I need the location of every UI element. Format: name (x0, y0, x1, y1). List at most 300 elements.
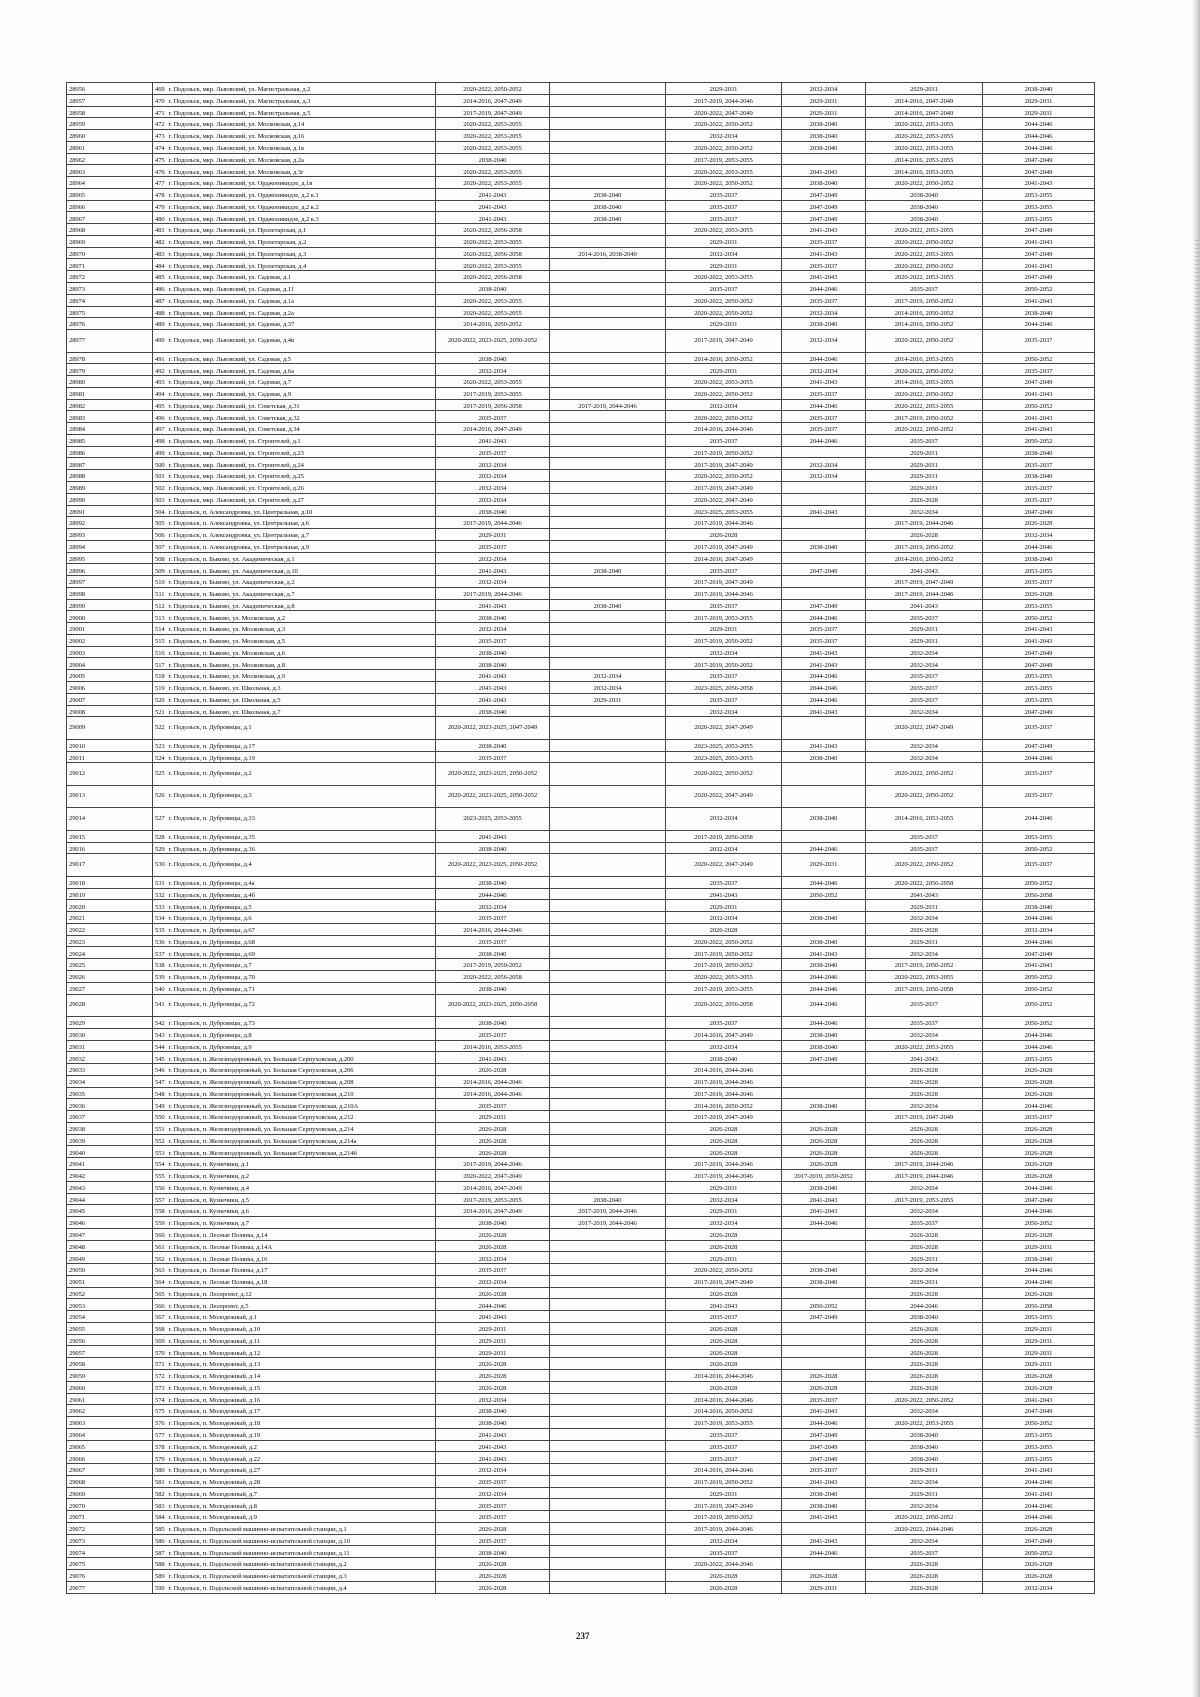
cell-address: г. Подольск, п. Подольской машинно-испытательной станции, д.10 (167, 1534, 436, 1546)
cell-period-5: 2014-2016, 2050-2052 (866, 318, 983, 330)
cell-period-1: 2020-2022, 2056-2058 (436, 971, 550, 983)
cell-period-5: 2020-2022, 2050-2052 (866, 1511, 983, 1523)
cell-period-1: 2038-2040 (436, 283, 550, 295)
cell-period-4: 2038-2040 (782, 935, 866, 947)
cell-address: г. Подольск, п. Молодежный, д.12 (167, 1346, 436, 1358)
cell-no: 534 (153, 912, 167, 924)
cell-period-2 (550, 1581, 666, 1593)
cell-period-3: 2032-2034 (666, 912, 782, 924)
table-row (67, 1111, 1095, 1123)
cell-no: 511 (153, 587, 167, 599)
cell-period-4: 2041-2043 (782, 658, 866, 670)
cell-period-6: 2026-2028 (983, 1228, 1095, 1240)
table-row (67, 830, 1095, 842)
cell-period-4 (782, 1252, 866, 1264)
cell-id: 28967 (67, 212, 153, 224)
cell-period-5: 2032-2034 (866, 1099, 983, 1111)
cell-period-2 (550, 611, 666, 623)
cell-period-5: 2020-2022, 2053-2055 (866, 399, 983, 411)
cell-period-3: 2017-2019, 2047-2049 (666, 1111, 782, 1123)
cell-period-6: 2035-2037 (983, 763, 1095, 786)
table-row (67, 1381, 1095, 1393)
cell-id: 29010 (67, 739, 153, 751)
cell-address: г. Подольск, п. Молодежный, д.8 (167, 1499, 436, 1511)
cell-no: 543 (153, 1028, 167, 1040)
cell-id: 29002 (67, 634, 153, 646)
cell-period-2 (550, 1064, 666, 1076)
cell-period-3: 2017-2019, 2047-2049 (666, 576, 782, 588)
table-row (67, 1217, 1095, 1229)
cell-no: 527 (153, 808, 167, 831)
cell-period-2 (550, 808, 666, 831)
table-row (67, 188, 1095, 200)
cell-period-6: 2053-2055 (983, 1452, 1095, 1464)
cell-id: 28986 (67, 446, 153, 458)
cell-period-2 (550, 165, 666, 177)
cell-period-3: 2014-2016, 2050-2052 (666, 1405, 782, 1417)
cell-period-6: 2026-2028 (983, 1087, 1095, 1099)
cell-period-4: 2032-2034 (782, 364, 866, 376)
cell-period-5: 2020-2022, 2053-2055 (866, 1417, 983, 1429)
cell-period-4 (782, 587, 866, 599)
cell-period-1: 2041-2043 (436, 1452, 550, 1464)
cell-period-1: 2020-2022, 2023-2025, 2050-2052 (436, 785, 550, 808)
cell-period-1: 2017-2019, 2044-2046 (436, 587, 550, 599)
cell-period-6: 2050-2052 (983, 1417, 1095, 1429)
cell-no: 552 (153, 1134, 167, 1146)
cell-period-5: 2017-2019, 2044-2046 (866, 1158, 983, 1170)
cell-address: г. Подольск, п. Быково, ул. Московская, д.8 (167, 658, 436, 670)
cell-period-4: 2047-2049 (782, 200, 866, 212)
cell-address: г. Подольск, п. Дубровицы, д.4 (167, 854, 436, 877)
cell-period-2: 2038-2040 (550, 212, 666, 224)
table-row (67, 646, 1095, 658)
cell-period-3: 2017-2019, 2044-2046 (666, 1522, 782, 1534)
cell-period-6: 2044-2046 (983, 935, 1095, 947)
cell-period-5: 2026-2028 (866, 1240, 983, 1252)
cell-period-5: 2026-2028 (866, 1558, 983, 1570)
cell-period-6: 2047-2049 (983, 153, 1095, 165)
cell-period-3: 2029-2031 (666, 318, 782, 330)
table-row (67, 587, 1095, 599)
cell-id: 29031 (67, 1040, 153, 1052)
cell-no: 550 (153, 1111, 167, 1123)
cell-period-2 (550, 540, 666, 552)
cell-no: 470 (153, 94, 167, 106)
cell-period-1: 2032-2034 (436, 1487, 550, 1499)
cell-period-3: 2017-2019, 2044-2046 (666, 1075, 782, 1087)
cell-period-4: 2038-2040 (782, 1181, 866, 1193)
cell-period-6: 2053-2055 (983, 693, 1095, 705)
cell-period-1: 2020-2022, 2053-2055 (436, 130, 550, 142)
cell-id: 29025 (67, 959, 153, 971)
cell-period-3: 2020-2022, 2050-2052 (666, 177, 782, 189)
cell-period-6: 2044-2046 (983, 1040, 1095, 1052)
cell-period-5: 2014-2016, 2047-2049 (866, 94, 983, 106)
table-row (67, 259, 1095, 271)
table-row (67, 1228, 1095, 1240)
cell-no: 521 (153, 705, 167, 717)
cell-period-3: 2026-2028 (666, 1334, 782, 1346)
cell-period-2 (550, 1099, 666, 1111)
cell-id: 29043 (67, 1181, 153, 1193)
cell-period-6: 2047-2049 (983, 224, 1095, 236)
cell-period-4: 2038-2040 (782, 1275, 866, 1287)
cell-period-3: 2020-2022, 2050-2052 (666, 387, 782, 399)
cell-period-2 (550, 1346, 666, 1358)
cell-period-2 (550, 1287, 666, 1299)
cell-period-4: 2047-2049 (782, 599, 866, 611)
cell-period-1: 2017-2019, 2044-2046 (436, 1158, 550, 1170)
cell-period-1: 2029-2031 (436, 1111, 550, 1123)
cell-period-2 (550, 1440, 666, 1452)
cell-id: 29063 (67, 1417, 153, 1429)
cell-no: 560 (153, 1228, 167, 1240)
cell-period-2 (550, 785, 666, 808)
cell-period-1: 2041-2043 (436, 670, 550, 682)
cell-id: 28963 (67, 165, 153, 177)
table-row (67, 1475, 1095, 1487)
table-row (67, 1158, 1095, 1170)
table-row (67, 994, 1095, 1017)
cell-period-2 (550, 623, 666, 635)
cell-period-4: 2035-2037 (782, 623, 866, 635)
cell-no: 589 (153, 1570, 167, 1582)
cell-period-4: 2038-2040 (782, 1499, 866, 1511)
cell-period-1: 2023-2025, 2053-2055 (436, 808, 550, 831)
cell-id: 28980 (67, 376, 153, 388)
cell-no: 536 (153, 935, 167, 947)
cell-period-2 (550, 411, 666, 423)
cell-no: 559 (153, 1217, 167, 1229)
cell-period-3: 2023-2025, 2056-2058 (666, 682, 782, 694)
cell-no: 542 (153, 1017, 167, 1029)
cell-address: г. Подольск, п. Кузнечики, д.1 (167, 1158, 436, 1170)
cell-period-4 (782, 1075, 866, 1087)
cell-period-2 (550, 1358, 666, 1370)
cell-period-1: 2035-2037 (436, 751, 550, 763)
cell-period-3: 2026-2028 (666, 1358, 782, 1370)
cell-period-2 (550, 1264, 666, 1276)
table-row (67, 682, 1095, 694)
cell-id: 29071 (67, 1511, 153, 1523)
cell-period-5: 2017-2019, 2056-2058 (866, 982, 983, 994)
cell-period-2 (550, 576, 666, 588)
cell-period-2: 2038-2040 (550, 1193, 666, 1205)
cell-period-1: 2026-2028 (436, 1134, 550, 1146)
cell-address: г. Подольск, п. Дубровицы, д.19 (167, 751, 436, 763)
cell-address: г. Подольск, п. Леспроект, д.12 (167, 1287, 436, 1299)
cell-period-5: 2032-2034 (866, 1405, 983, 1417)
cell-id: 28992 (67, 517, 153, 529)
cell-period-5: 2020-2022, 2050-2052 (866, 785, 983, 808)
cell-no: 558 (153, 1205, 167, 1217)
cell-address: г. Подольск, п. Быково, ул. Академическая, д.7 (167, 587, 436, 599)
cell-period-6: 2026-2028 (983, 517, 1095, 529)
cell-no: 553 (153, 1146, 167, 1158)
cell-period-4: 2041-2043 (782, 1475, 866, 1487)
cell-period-5: 2041-2043 (866, 564, 983, 576)
cell-period-6: 2044-2046 (983, 751, 1095, 763)
cell-no: 583 (153, 1499, 167, 1511)
cell-period-1: 2032-2034 (436, 1393, 550, 1405)
cell-period-4: 2047-2049 (782, 1052, 866, 1064)
cell-no: 546 (153, 1064, 167, 1076)
table-row (67, 352, 1095, 364)
cell-id: 29022 (67, 923, 153, 935)
cell-period-3: 2029-2031 (666, 1487, 782, 1499)
cell-period-5: 2017-2019, 2047-2049 (866, 1111, 983, 1123)
cell-period-1: 2026-2028 (436, 1240, 550, 1252)
cell-period-4: 2047-2049 (782, 1311, 866, 1323)
cell-period-5: 2032-2034 (866, 646, 983, 658)
cell-period-4 (782, 1558, 866, 1570)
cell-period-2 (550, 505, 666, 517)
cell-id: 29019 (67, 888, 153, 900)
cell-no: 526 (153, 785, 167, 808)
cell-period-2 (550, 763, 666, 786)
cell-address: г. Подольск, п. Быково, ул. Московская, д.2 (167, 611, 436, 623)
cell-period-1: 2020-2022, 2056-2058 (436, 271, 550, 283)
cell-period-3: 2032-2034 (666, 399, 782, 411)
cell-no: 529 (153, 842, 167, 854)
cell-period-5: 2029-2031 (866, 634, 983, 646)
cell-address: г. Подольск, п. Быково, ул. Академическая, д.1 (167, 552, 436, 564)
cell-address: г. Подольск, п. Быково, ул. Академическая, д.8 (167, 599, 436, 611)
cell-id: 28996 (67, 564, 153, 576)
cell-period-2 (550, 1522, 666, 1534)
cell-period-1: 2041-2043 (436, 212, 550, 224)
cell-period-1: 2029-2031 (436, 529, 550, 541)
cell-period-1: 2035-2037 (436, 1264, 550, 1276)
cell-period-1: 2029-2031 (436, 1346, 550, 1358)
cell-id: 28975 (67, 306, 153, 318)
cell-period-6: 2029-2031 (983, 1240, 1095, 1252)
cell-no: 557 (153, 1193, 167, 1205)
cell-address: г. Подольск, п. Дубровицы, д.33 (167, 808, 436, 831)
cell-address: г. Подольск, п. Лесные Поляны, д.14А (167, 1240, 436, 1252)
cell-period-4: 2035-2037 (782, 634, 866, 646)
cell-period-2 (550, 982, 666, 994)
cell-no: 582 (153, 1487, 167, 1499)
cell-period-1: 2038-2040 (436, 1405, 550, 1417)
cell-no: 585 (153, 1522, 167, 1534)
table-row (67, 959, 1095, 971)
cell-period-3: 2035-2037 (666, 564, 782, 576)
cell-id: 28964 (67, 177, 153, 189)
cell-id: 28976 (67, 318, 153, 330)
cell-period-6: 2032-2034 (983, 1581, 1095, 1593)
cell-address: г. Подольск, мкр. Львовский, ул. Строителей, д.25 (167, 470, 436, 482)
cell-period-5: 2032-2034 (866, 751, 983, 763)
table-row (67, 1487, 1095, 1499)
cell-period-5: 2020-2022, 2050-2052 (866, 763, 983, 786)
table-row (67, 923, 1095, 935)
cell-period-4 (782, 1522, 866, 1534)
cell-id: 28960 (67, 130, 153, 142)
cell-period-5: 2032-2034 (866, 1028, 983, 1040)
cell-period-3: 2014-2016, 2044-2046 (666, 1464, 782, 1476)
table-row (67, 1428, 1095, 1440)
cell-no: 478 (153, 188, 167, 200)
cell-period-3: 2020-2022, 2050-2052 (666, 935, 782, 947)
table-row (67, 1452, 1095, 1464)
cell-period-5: 2029-2031 (866, 1252, 983, 1264)
cell-address: г. Подольск, п. Дубровицы, д.9 (167, 1040, 436, 1052)
cell-period-5: 2038-2040 (866, 200, 983, 212)
cell-period-2 (550, 283, 666, 295)
cell-period-3: 2032-2034 (666, 1040, 782, 1052)
cell-period-6: 2050-2052 (983, 611, 1095, 623)
cell-no: 481 (153, 224, 167, 236)
cell-period-1: 2041-2043 (436, 1440, 550, 1452)
cell-period-4 (782, 900, 866, 912)
table-row (67, 247, 1095, 259)
cell-no: 498 (153, 434, 167, 446)
cell-period-6: 2044-2046 (983, 118, 1095, 130)
cell-period-6: 2035-2037 (983, 1111, 1095, 1123)
cell-period-2 (550, 1181, 666, 1193)
cell-period-4: 2044-2046 (782, 352, 866, 364)
cell-address: г. Подольск, п. Дубровицы, д.2 (167, 763, 436, 786)
cell-period-4: 2038-2040 (782, 177, 866, 189)
cell-no: 547 (153, 1075, 167, 1087)
cell-period-5: 2032-2034 (866, 947, 983, 959)
cell-period-5: 2032-2034 (866, 1475, 983, 1487)
cell-id: 28971 (67, 259, 153, 271)
table-row (67, 540, 1095, 552)
table-row (67, 283, 1095, 295)
cell-period-6: 2050-2052 (983, 971, 1095, 983)
cell-period-4: 2035-2037 (782, 423, 866, 435)
cell-period-1: 2026-2028 (436, 1122, 550, 1134)
cell-address: г. Подольск, мкр. Львовский, ул. Пролетарская, д.1 (167, 224, 436, 236)
cell-period-1: 2020-2022, 2053-2055 (436, 235, 550, 247)
cell-period-3: 2035-2037 (666, 1017, 782, 1029)
cell-period-5: 2014-2016, 2053-2055 (866, 376, 983, 388)
cell-period-2: 2038-2040 (550, 599, 666, 611)
cell-no: 497 (153, 423, 167, 435)
cell-period-3: 2014-2016, 2050-2052 (666, 1099, 782, 1111)
cell-period-5: 2020-2022, 2050-2052 (866, 387, 983, 399)
cell-id: 29051 (67, 1275, 153, 1287)
cell-period-2: 2038-2040 (550, 564, 666, 576)
cell-period-6: 2035-2037 (983, 576, 1095, 588)
cell-period-2: 2014-2016, 2038-2040 (550, 247, 666, 259)
cell-period-1: 2035-2037 (436, 411, 550, 423)
cell-period-6: 2041-2043 (983, 1487, 1095, 1499)
cell-period-2 (550, 130, 666, 142)
table-row (67, 364, 1095, 376)
cell-period-3: 2017-2019, 2053-2055 (666, 1417, 782, 1429)
cell-no: 533 (153, 900, 167, 912)
cell-period-2 (550, 387, 666, 399)
cell-period-3: 2029-2031 (666, 364, 782, 376)
cell-period-4 (782, 717, 866, 740)
cell-period-5: 2035-2037 (866, 611, 983, 623)
cell-address: г. Подольск, мкр. Львовский, ул. Пролетарская, д.3 (167, 247, 436, 259)
cell-period-2 (550, 83, 666, 95)
cell-period-1: 2020-2022, 2053-2055 (436, 259, 550, 271)
cell-period-1: 2032-2034 (436, 1275, 550, 1287)
cell-no: 523 (153, 739, 167, 751)
cell-id: 29059 (67, 1370, 153, 1382)
cell-no: 555 (153, 1169, 167, 1181)
cell-period-1: 2014-2016, 2047-2049 (436, 1181, 550, 1193)
cell-period-3: 2017-2019, 2047-2049 (666, 540, 782, 552)
cell-period-4: 2038-2040 (782, 1028, 866, 1040)
cell-address: г. Подольск, п. Молодежный, д.10 (167, 1322, 436, 1334)
cell-address: г. Подольск, п. Дубровицы, д.67 (167, 923, 436, 935)
cell-period-4 (782, 1228, 866, 1240)
cell-period-6: 2038-2040 (983, 83, 1095, 95)
table-row (67, 1017, 1095, 1029)
cell-period-3: 2017-2019, 2044-2046 (666, 1158, 782, 1170)
cell-no: 522 (153, 717, 167, 740)
cell-no: 492 (153, 364, 167, 376)
cell-period-5: 2017-2019, 2053-2055 (866, 1193, 983, 1205)
cell-address: г. Подольск, п. Железнодорожный, ул. Большая Серпуховская, д.208 (167, 1075, 436, 1087)
cell-address: г. Подольск, мкр. Львовский, ул. Садовая, д.6а (167, 364, 436, 376)
table-row (67, 900, 1095, 912)
cell-no: 489 (153, 318, 167, 330)
cell-period-2 (550, 1475, 666, 1487)
cell-id: 28990 (67, 493, 153, 505)
cell-no: 530 (153, 854, 167, 877)
cell-id: 29039 (67, 1134, 153, 1146)
cell-period-3: 2035-2037 (666, 434, 782, 446)
cell-address: г. Подольск, п. Быково, ул. Академическая, д.2 (167, 576, 436, 588)
cell-id: 28998 (67, 587, 153, 599)
cell-period-6: 2041-2043 (983, 177, 1095, 189)
cell-period-6: 2050-2052 (983, 1546, 1095, 1558)
cell-no: 471 (153, 106, 167, 118)
cell-address: г. Подольск, п. Быково, ул. Московская, д.5 (167, 634, 436, 646)
cell-period-1: 2026-2028 (436, 1146, 550, 1158)
cell-period-6: 2050-2052 (983, 434, 1095, 446)
cell-period-2 (550, 1311, 666, 1323)
cell-period-1: 2017-2019, 2056-2058 (436, 399, 550, 411)
cell-address: г. Подольск, п. Молодежный, д.14 (167, 1370, 436, 1382)
cell-id: 28969 (67, 235, 153, 247)
cell-period-4: 2044-2046 (782, 1546, 866, 1558)
cell-period-2 (550, 1146, 666, 1158)
cell-period-6: 2044-2046 (983, 1511, 1095, 1523)
cell-no: 561 (153, 1240, 167, 1252)
cell-period-2 (550, 888, 666, 900)
cell-no: 549 (153, 1099, 167, 1111)
cell-id: 29033 (67, 1064, 153, 1076)
cell-period-6: 2035-2037 (983, 458, 1095, 470)
cell-period-1: 2014-2016, 2047-2049 (436, 423, 550, 435)
cell-period-3: 2014-2016, 2044-2046 (666, 1393, 782, 1405)
cell-id: 29041 (67, 1158, 153, 1170)
cell-address: г. Подольск, мкр. Львовский, ул. Советская, д.34 (167, 423, 436, 435)
cell-period-5: 2038-2040 (866, 1452, 983, 1464)
cell-period-4 (782, 785, 866, 808)
cell-address: г. Подольск, мкр. Львовский, ул. Строителей, д.23 (167, 446, 436, 458)
cell-period-4 (782, 517, 866, 529)
cell-period-2 (550, 224, 666, 236)
cell-id: 29057 (67, 1346, 153, 1358)
cell-no: 537 (153, 947, 167, 959)
cell-period-5: 2020-2022, 2056-2058 (866, 876, 983, 888)
cell-period-2: 2017-2019, 2044-2046 (550, 1205, 666, 1217)
table-row (67, 482, 1095, 494)
cell-period-1: 2035-2037 (436, 1475, 550, 1487)
cell-period-4: 2038-2040 (782, 1264, 866, 1276)
cell-period-5: 2017-2019, 2044-2046 (866, 1169, 983, 1181)
